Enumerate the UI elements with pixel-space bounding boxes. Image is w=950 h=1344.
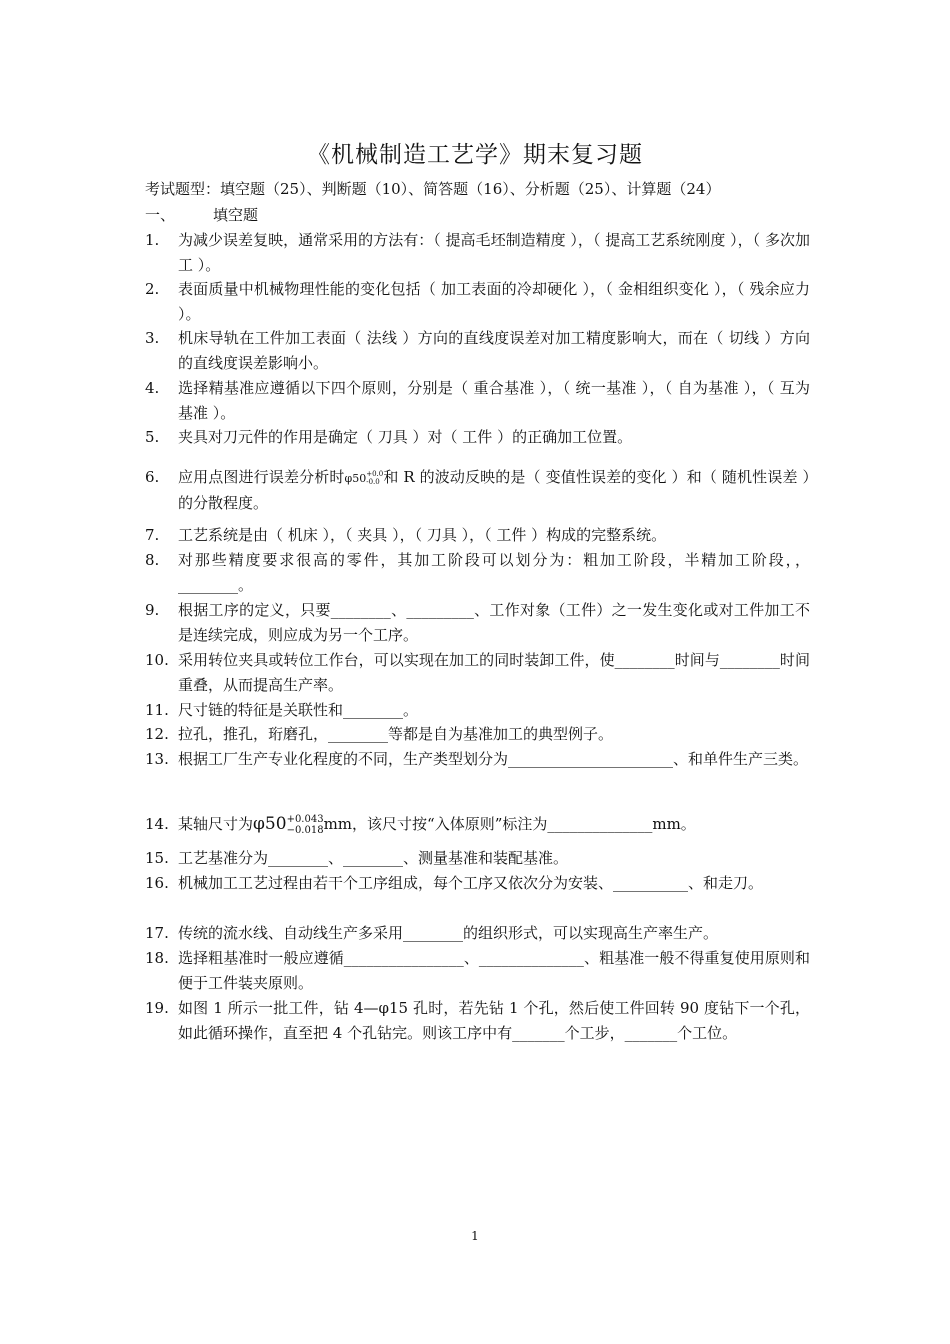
question-14 — [145, 812, 810, 837]
section-label: 填空题 — [213, 206, 259, 224]
question-number: 11. — [145, 701, 169, 719]
question-18 — [145, 946, 810, 996]
question-16 — [145, 871, 810, 896]
question-9 — [145, 598, 810, 648]
question-4 — [145, 376, 810, 426]
question-text: 采用转位夹具或转位工作台，可以实现在加工的同时装卸工件，使________时间与________时间重叠，从而提高生产率。 — [178, 651, 810, 694]
upper-deviation: +0.0 — [366, 470, 384, 478]
question-text: 传统的流水线、自动线生产多采用________的组织形式，可以实现高生产率生产。 — [178, 924, 719, 942]
question-number: 6. — [145, 468, 160, 486]
question-text: 对那些精度要求很高的零件，其加工阶段可以划分为：粗加工阶段，半精加工阶段，，________。 — [178, 551, 810, 594]
question-text-post: mm，该尺寸按“入体原则”标注为______________mm。 — [323, 815, 696, 833]
section-heading — [145, 204, 258, 225]
upper-deviation: +0.043 — [286, 814, 324, 825]
question-number: 8. — [145, 551, 160, 569]
question-text-pre: 应用点图进行误差分析时 — [178, 468, 345, 486]
question-text: 根据工序的定义，只要________、_________、工作对象（工件）之一发生变化或对工件加工不是连续完成，则应成为另一个工序。 — [178, 601, 810, 644]
question-text: 根据工厂生产专业化程度的不同，生产类型划分为______________________、和单件生产三类。 — [178, 750, 809, 768]
question-number: 14. — [145, 815, 169, 833]
question-5 — [145, 425, 810, 450]
tolerance-symbol: φ50 — [344, 472, 367, 485]
question-6 — [145, 465, 810, 516]
question-13 — [145, 747, 810, 772]
question-number: 16. — [145, 874, 169, 892]
question-number: 7. — [145, 526, 160, 544]
question-number: 1. — [145, 231, 160, 249]
question-text: 机床导轨在工件加工表面（ 法线 ）方向的直线度误差对加工精度影响大，而在（ 切线 ）方向的直线度误差影响小。 — [178, 329, 810, 372]
question-text: 夹具对刀元件的作用是确定（ 刀具 ）对（ 工件 ）的正确加工位置。 — [178, 428, 633, 446]
question-text: 工艺基准分为________、________、测量基准和装配基准。 — [178, 849, 569, 867]
question-text-post: 和 R 的波动反映的是（ 变值性误差的变化 ）和（ 随机性误差 ）的分散程度。 — [178, 468, 810, 512]
exam-types-line: 考试题型：填空题（25）、判断题（10）、简答题（16）、分析题（25）、计算题（24） — [145, 180, 721, 198]
question-number: 2. — [145, 280, 160, 298]
question-10 — [145, 648, 810, 698]
tolerance-fraction — [366, 470, 383, 486]
question-text: 机械加工工艺过程由若干个工序组成，每个工序又依次分为安装、__________、和走刀。 — [178, 874, 764, 892]
question-number: 15. — [145, 849, 169, 867]
tolerance-fraction — [287, 814, 324, 836]
tolerance-symbol: φ50 — [253, 814, 287, 834]
section-number: 一、 — [145, 206, 176, 224]
question-number: 13. — [145, 750, 169, 768]
question-number: 4. — [145, 379, 160, 397]
question-number: 17. — [145, 924, 169, 942]
question-3 — [145, 326, 810, 376]
question-8 — [145, 548, 810, 598]
question-7 — [145, 523, 810, 548]
question-number: 12. — [145, 725, 169, 743]
question-text-pre: 某轴尺寸为 — [178, 815, 254, 833]
page-title: 《机械制造工艺学》期末复习题 — [307, 142, 643, 168]
question-text: 表面质量中机械物理性能的变化包括（ 加工表面的冷却硬化 ），（ 金相组织变化 ），（ 残余应力 ）。 — [178, 280, 810, 323]
question-text: 选择精基准应遵循以下四个原则，分别是（ 重合基准 ），（ 统一基准 ），（ 自为基准 ），（ 互为基准 ）。 — [178, 379, 810, 422]
question-17 — [145, 921, 810, 946]
question-15 — [145, 846, 810, 871]
question-number: 18. — [145, 949, 169, 967]
question-number: 3. — [145, 329, 160, 347]
question-number: 19. — [145, 999, 169, 1017]
lower-deviation: −0.018 — [286, 825, 324, 836]
question-text: 为减少误差复映，通常采用的方法有：（ 提高毛坯制造精度 ），（ 提高工艺系统刚度 ），（ 多次加工 ）。 — [178, 231, 810, 274]
question-text: 尺寸链的特征是关联性和________。 — [178, 701, 419, 719]
question-number: 10. — [145, 651, 169, 669]
question-text: 如图 1 所示一批工件，钻 4—φ15 孔时，若先钻 1 个孔，然后使工件回转 90 度钻下一个孔，如此循环操作，直至把 4 个孔钻完。则该工序中有_______个工步，_______个工位。 — [178, 999, 810, 1042]
question-12 — [145, 722, 810, 747]
question-text: 拉孔，推孔，珩磨孔，________等都是自为基准加工的典型例子。 — [178, 725, 614, 743]
question-number: 5. — [145, 428, 160, 446]
question-text: 选择粗基准时一般应遵循________________、______________、粗基准一般不得重复使用原则和便于工件装夹原则。 — [178, 949, 810, 992]
question-text: 工艺系统是由（ 机床 ），（ 夹具 ），（ 刀具 ），（ 工件 ）构成的完整系统。 — [178, 526, 667, 544]
question-1 — [145, 228, 810, 278]
page-number: 1 — [471, 1229, 479, 1243]
question-19 — [145, 996, 810, 1046]
lower-deviation: -0.0 — [366, 478, 380, 486]
question-11 — [145, 698, 810, 723]
question-2 — [145, 277, 810, 327]
question-number: 9. — [145, 601, 160, 619]
